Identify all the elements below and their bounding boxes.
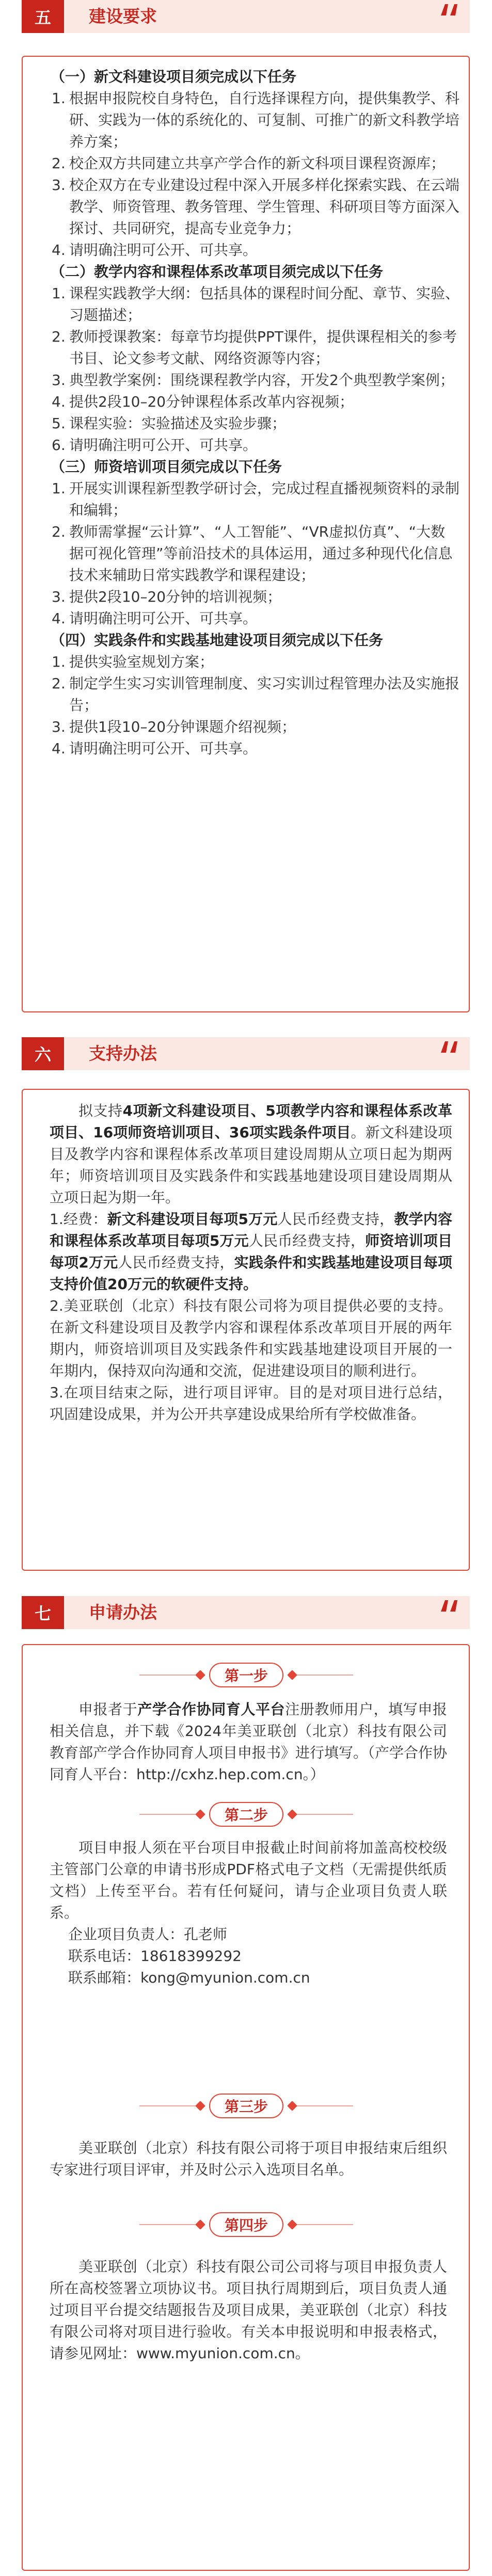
list-item: 3. 典型教学案例：围绕课程教学内容，开发2个典型教学案例； [52, 372, 454, 389]
contact-email: 联系邮箱：kong@myunion.com.cn [68, 1969, 310, 1986]
step-2-badge: 第二步 [209, 1802, 283, 1827]
support-paragraph: 3.在项目结束之际，进行项目评审。目的是对项目进行总结，巩固建设成果，并为公开共享建设成果给所有学校做准备。 [50, 1384, 452, 1423]
section-number: 六 [22, 1037, 64, 1070]
support-paragraph: 拟支持4项新文科建设项目、5项教学内容和课程体系改革项目、16项师资培训项目、36项实践条件项目。新文科建设项目及教学内容和课程体系改革项目建设周期从立项日起为期两年；师资培训项目及实践条件和实践基地建设项目建设周期从立项日起为期一年。 [50, 1102, 452, 1206]
list-item: 3. 提供1段10–20分钟课题介绍视频； [52, 718, 296, 735]
section-header-5 [22, 0, 470, 33]
group-heading: （二）教学内容和课程体系改革项目须完成以下任务 [51, 263, 384, 280]
divider [292, 2224, 353, 2225]
step-3-text: 美亚联创（北京）科技有限公司将于项目申报结束后组织专家进行项目评审，并及时公示入选项目名单。 [50, 2139, 447, 2178]
step-2-text: 项目申报人须在平台项目申报截止时间前将加盖高校校级主管部门公章的申请书形成PDF格式电子文档（无需提供纸质文档）上传至平台。若有任何疑问，请与企业项目负责人联系。 企业项目负责人：孔老师 联系电话：18618399292 联系邮箱：kong@myunion.com.cn [50, 1837, 447, 1989]
funding-paragraph: 1.经费：新文科建设项目每项5万元人民币经费支持，教学内容和课程体系改革项目每项5万元人民币经费支持，师资培训项目每项2万元人民币经费支持，实践条件和实践基地建设项目每项支持价值20万元的软硬件支持。 [50, 1211, 452, 1293]
quote-mark-icon [440, 3, 461, 17]
list-item: 3. 提供2段10–20分钟的培训视频； [52, 588, 282, 605]
list-item: 4. 请明确注明可公开、可共享。 [52, 740, 258, 757]
section-title: 申请办法 [89, 1602, 157, 1622]
list-item: 4. 提供2段10–20分钟课程体系改革内容视频； [52, 393, 354, 410]
section-number: 七 [22, 1596, 64, 1629]
contact-phone: 联系电话：18618399292 [68, 1947, 242, 1965]
section-header-7 [22, 1596, 470, 1629]
divider [292, 1814, 353, 1815]
list-item: 4. 请明确注明可公开、可共享。 [52, 242, 258, 259]
group-heading: （一）新文科建设项目须完成以下任务 [51, 68, 297, 85]
quote-mark-icon [440, 1599, 461, 1613]
list-item: 6. 请明确注明可公开、可共享。 [52, 437, 258, 454]
list-item: 4. 请明确注明可公开、可共享。 [52, 610, 258, 627]
section-title: 建设要求 [89, 6, 157, 26]
divider [139, 2105, 200, 2106]
list-item: 2. 教师需掌握“云计算”、“人工智能”、“VR虚拟仿真”、“大数据可视化管理”等前沿技术的具体运用，通过多种现代化信息技术来辅助日常实践教学和课程建设； [52, 523, 453, 584]
group-heading: （四）实践条件和实践基地建设项目须完成以下任务 [51, 632, 384, 649]
divider [139, 2224, 200, 2225]
contact-info [50, 1924, 447, 1989]
divider [292, 2105, 353, 2106]
list-item: 2. 制定学生实习实训管理制度、实习实训过程管理办法及实施报告； [52, 675, 460, 714]
quote-mark-icon [440, 1040, 461, 1054]
step-1-badge: 第一步 [209, 1663, 283, 1687]
list-item: 1. 根据申报院校自身特色，自行选择课程方向，提供集教学、科研、实践为一体的系统化的、可复制、可推广的新文科教学培养方案； [52, 90, 460, 150]
list-item: 2. 校企双方共同建立共享产学合作的新文科项目课程资源库； [52, 155, 446, 172]
divider [139, 1675, 200, 1676]
list-item: 5. 课程实验：实验描述及实验步骤； [52, 415, 287, 432]
contact-name: 企业项目负责人：孔老师 [68, 1926, 228, 1943]
list-item: 3. 校企双方在专业建设过程中深入开展多样化探索实践、在云端教学、师资管理、教务管理、学生管理、科研项目等方面深入探讨、共同研究，提高专业竞争力； [52, 176, 460, 237]
group-heading: （三）师资培训项目须完成以下任务 [51, 458, 282, 475]
list-item: 1. 提供实验室规划方案； [52, 653, 214, 670]
step-1-text: 申报者于产学合作协同育人平台注册教师用户，填写申报相关信息，并下载《2024年美亚联创（北京）科技有限公司教育部产学合作协同育人项目申报书》进行填写。（产学合作协同育人平台：http://cxhz.hep.com.cn。） [50, 1701, 448, 1783]
section-header-6 [22, 1037, 470, 1070]
list-item: 1. 开展实训课程新型教学研讨会，完成过程直播视频资料的录制和编辑； [52, 480, 460, 519]
step-3-badge: 第三步 [209, 2094, 283, 2118]
divider [139, 1814, 200, 1815]
support-paragraph: 2.美亚联创（北京）科技有限公司将为项目提供必要的支持。在新文科建设项目及教学内容和课程体系改革项目开展的两年期内，师资培训项目及实践条件和实践基地建设项目开展的一年期内，保持双向沟通和交流，促进建设项目的顺利进行。 [50, 1297, 452, 1379]
list-item: 2. 教师授课教案：每章节均提供PPT课件，提供课程相关的参考书目、论文参考文献、网络资源等内容； [52, 328, 457, 367]
requirements-list [52, 66, 459, 760]
support-text [50, 1100, 452, 1425]
section-title: 支持办法 [89, 1043, 157, 1064]
section-number: 五 [22, 0, 64, 33]
list-item: 1. 课程实践教学大纲：包括具体的课程时间分配、章节、实验、习题描述； [52, 285, 460, 324]
step-4-text: 美亚联创（北京）科技有限公司公司将与项目申报负责人所在高校签署立项协议书。项目执行周期到后，项目负责人通过项目平台提交结题报告及项目成果，美亚联创（北京）科技有限公司将对项目进行验收。有关本申报说明和申报表格式，请参见网址：www.myunion.com.cn。 [50, 2258, 447, 2362]
divider [292, 1675, 353, 1676]
step-4-badge: 第四步 [209, 2212, 283, 2237]
